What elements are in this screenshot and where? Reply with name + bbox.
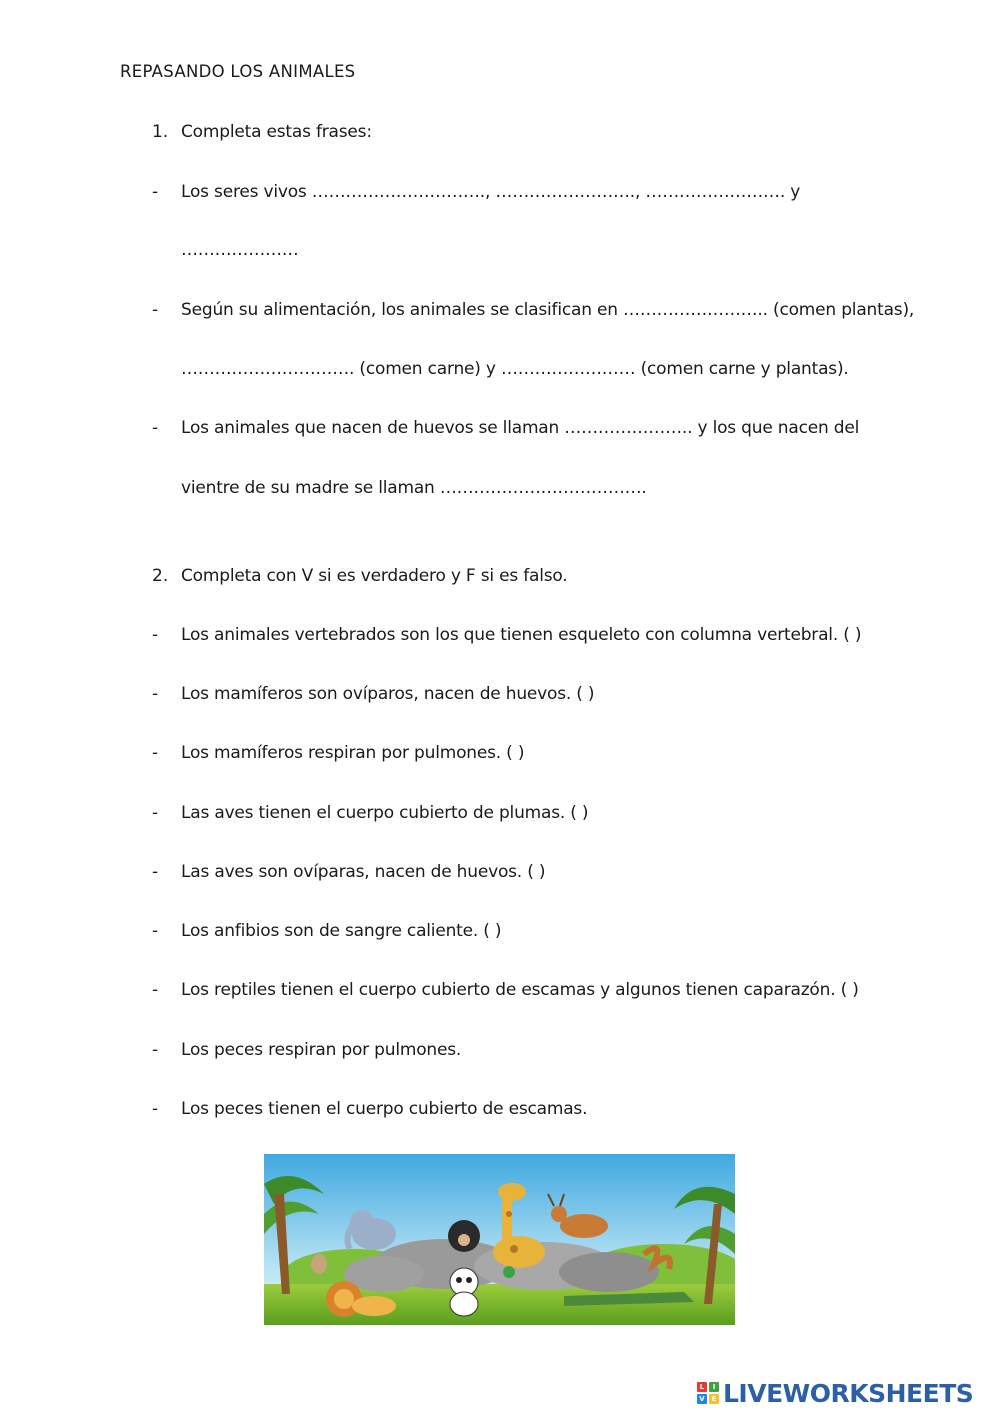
bullet-dash: - bbox=[152, 625, 159, 645]
tf-item-1: Los animales vertebrados son los que tienen esqueleto con columna vertebral. ( ) bbox=[181, 625, 862, 645]
fill-line-3: Según su alimentación, los animales se clasifican en …………………….. (comen plantas), bbox=[181, 300, 915, 320]
logo-mark-icon bbox=[697, 1382, 719, 1404]
logo-text: LIVEWORKSHEETS bbox=[723, 1378, 974, 1408]
bullet-dash: - bbox=[152, 743, 159, 763]
bullet-dash: - bbox=[152, 980, 159, 1000]
section2-heading: Completa con V si es verdadero y F si es falso. bbox=[181, 566, 568, 586]
logo-letter: E bbox=[709, 1394, 719, 1404]
tf-item-9: Los peces tienen el cuerpo cubierto de escamas. bbox=[181, 1099, 588, 1119]
fill-line-6: vientre de su madre se llaman ………………………………. bbox=[181, 478, 647, 498]
bullet-dash: - bbox=[152, 418, 159, 438]
section1-heading: Completa estas frases: bbox=[181, 122, 372, 142]
liveworksheets-logo bbox=[697, 1378, 973, 1408]
tf-item-4: Las aves tienen el cuerpo cubierto de plumas. ( ) bbox=[181, 803, 589, 823]
bullet-dash: - bbox=[152, 1099, 159, 1119]
bullet-dash: - bbox=[152, 1040, 159, 1060]
animals-illustration bbox=[264, 1154, 735, 1325]
bullet-dash: - bbox=[152, 300, 159, 320]
section1-number: 1. bbox=[152, 122, 169, 142]
bullet-dash: - bbox=[152, 684, 159, 704]
logo-letter: L bbox=[697, 1382, 707, 1392]
bullet-dash: - bbox=[152, 182, 159, 202]
tf-item-6: Los anfibios son de sangre caliente. ( ) bbox=[181, 921, 502, 941]
fill-line-5: Los animales que nacen de huevos se llaman ………………….. y los que nacen del bbox=[181, 418, 860, 438]
bullet-dash: - bbox=[152, 862, 159, 882]
page-title: REPASANDO LOS ANIMALES bbox=[120, 62, 356, 81]
fill-line-4: …………………………. (comen carne) y …………………… (comen carne y plantas). bbox=[181, 359, 849, 379]
tf-item-2: Los mamíferos son ovíparos, nacen de huevos. ( ) bbox=[181, 684, 595, 704]
fill-line-1: Los seres vivos …………………………., ……………………., ……………………. y bbox=[181, 182, 801, 202]
tf-item-5: Las aves son ovíparas, nacen de huevos. ( ) bbox=[181, 862, 546, 882]
logo-letter: I bbox=[709, 1382, 719, 1392]
tf-item-3: Los mamíferos respiran por pulmones. ( ) bbox=[181, 743, 525, 763]
tf-item-7: Los reptiles tienen el cuerpo cubierto de escamas y algunos tienen caparazón. ( ) bbox=[181, 980, 859, 1000]
bullet-dash: - bbox=[152, 803, 159, 823]
fill-line-2: ………………… bbox=[181, 240, 299, 260]
bullet-dash: - bbox=[152, 921, 159, 941]
tf-item-8: Los peces respiran por pulmones. bbox=[181, 1040, 462, 1060]
section2-number: 2. bbox=[152, 566, 169, 586]
logo-letter: V bbox=[697, 1394, 707, 1404]
